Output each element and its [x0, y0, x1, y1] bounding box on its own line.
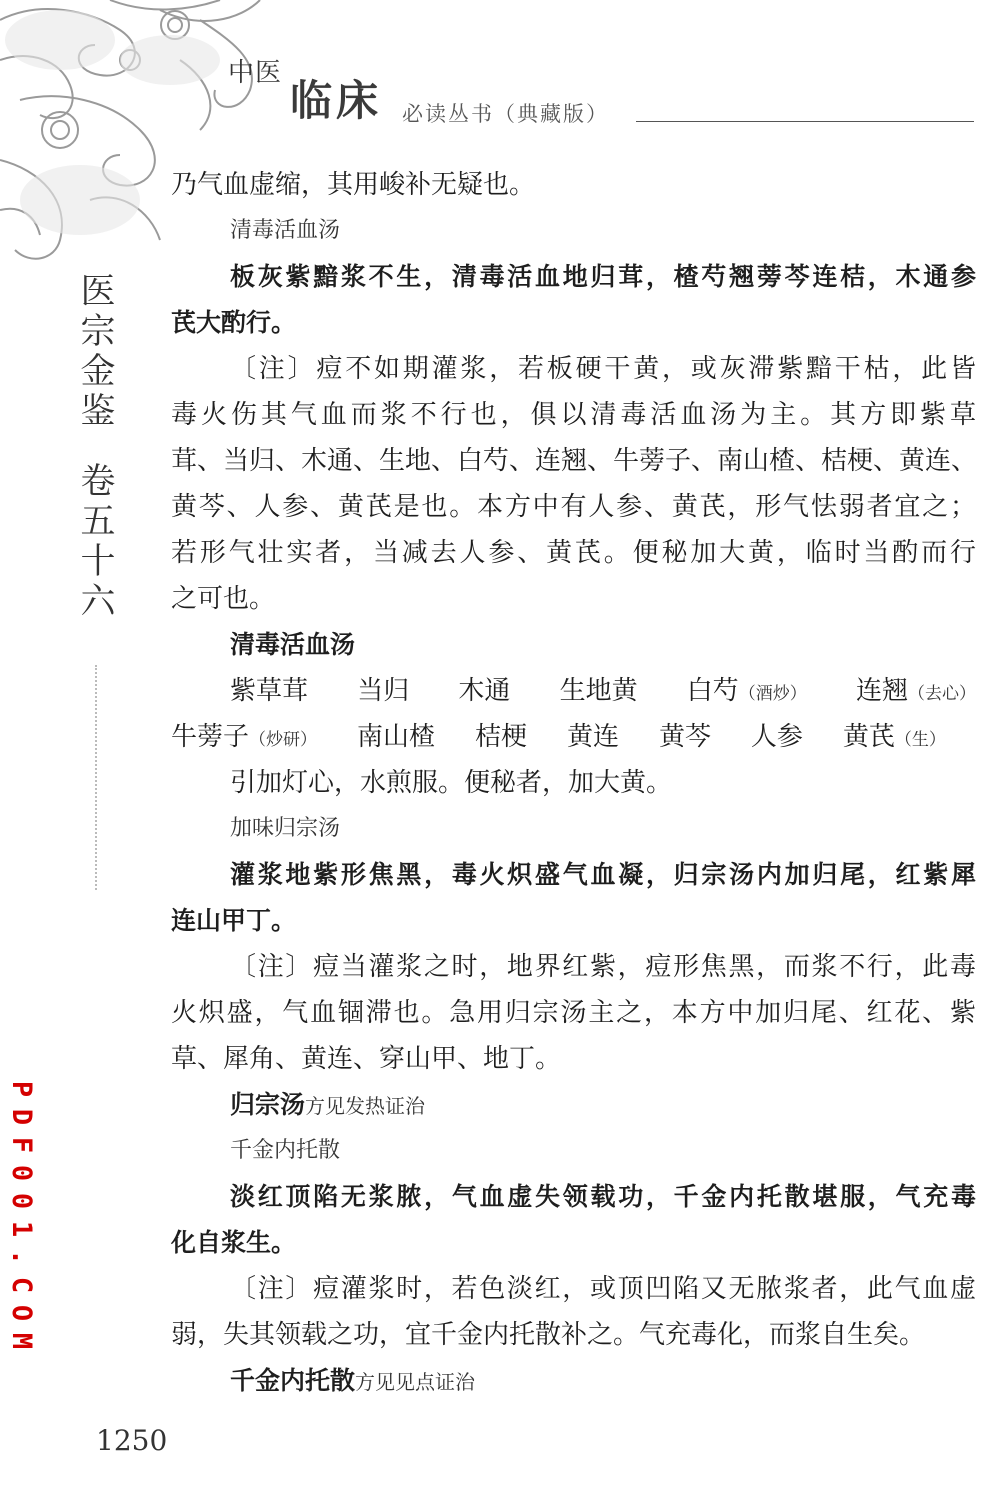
series-main-title: 临床	[290, 76, 383, 125]
text-line: 若形气壮实者，当减去人参、黄芪。便秘加大黄，临时当酌而行	[171, 538, 976, 568]
side-char: 五	[80, 502, 116, 542]
herb-item: 紫草茸	[230, 676, 309, 706]
herb-item: 黄芪（生）	[842, 722, 946, 752]
herb-item: 白芍（酒炒）	[686, 676, 807, 706]
text-line: 〔注〕痘当灌浆之时，地界红紫，痘形焦黑，而浆不行，此毒	[230, 952, 976, 982]
series-prefix: 中医	[228, 58, 283, 88]
herb-item: 当归	[357, 676, 410, 706]
side-char: 卷	[80, 462, 116, 502]
herb-item: 人参	[750, 722, 803, 752]
header-rule	[636, 121, 974, 122]
side-char: 宗	[80, 312, 116, 352]
herb-item: 生地黄	[559, 676, 638, 706]
formula-heading: 加味归宗汤	[230, 816, 341, 841]
text-line: 〔注〕痘灌浆时，若色淡红，或顶凹陷又无脓浆者，此气血虚	[230, 1274, 976, 1304]
formula-reference	[171, 1082, 976, 1128]
side-char: 金	[80, 352, 116, 392]
herb-item: 连翘（去心）	[855, 676, 976, 706]
formula-heading: 千金内托散	[230, 1138, 341, 1163]
text-line: 毒火伤其气血而浆不行也，俱以清毒活血汤为主。其方即紫草	[171, 400, 976, 430]
herb-list-row	[171, 714, 976, 760]
text-line: 〔注〕痘不如期灌浆，若板硬干黄，或灰滞紫黯干枯，此皆	[230, 354, 976, 384]
verse-line: 淡红顶陷无浆脓，气血虚失领载功，千金内托散堪服，气充毒	[230, 1182, 976, 1211]
side-char: 鉴	[80, 392, 116, 432]
verse-line: 灌浆地紫形焦黑，毒火炽盛气血凝，归宗汤内加归尾，红紫犀	[230, 860, 976, 889]
series-subtitle: 必读丛书（典藏版）	[402, 102, 609, 126]
page-number: 1250	[96, 1424, 168, 1457]
formula-heading: 清毒活血汤	[230, 218, 341, 243]
side-dotted-rule	[95, 665, 97, 890]
side-char: 十	[80, 542, 116, 582]
reference-note: 方见见点证治	[355, 1370, 476, 1394]
herb-list-row	[171, 668, 976, 714]
herb-item: 木通	[458, 676, 511, 706]
formula-title: 归宗汤	[230, 1090, 306, 1119]
page-body	[171, 162, 976, 1404]
verse-line: 芪大酌行。	[171, 308, 297, 337]
verse-line: 化自浆生。	[171, 1228, 297, 1257]
text-line: 弱，失其领载之功，宜千金内托散补之。气充毒化，而浆自生矣。	[171, 1320, 926, 1350]
side-book-title	[76, 272, 120, 622]
watermark: P D F 0 0 1 . C O M	[6, 1080, 37, 1350]
verse-line: 板灰紫黯浆不生，清毒活血地归茸，楂芍翘蒡芩连桔，木通参	[230, 262, 976, 291]
text-line: 火炽盛，气血锢滞也。急用归宗汤主之，本方中加归尾、红花、紫	[171, 998, 976, 1028]
herb-item: 南山楂	[356, 722, 435, 752]
herb-item: 黄芩	[658, 722, 711, 752]
formula-reference	[171, 1358, 976, 1404]
text-line: 乃气血虚缩，其用峻补无疑也。	[171, 170, 536, 200]
herb-item: 牛蒡子（炒研）	[171, 722, 318, 752]
text-line: 草、犀角、黄连、穿山甲、地丁。	[171, 1044, 562, 1074]
text-line: 茸、当归、木通、生地、白芍、连翘、牛蒡子、南山楂、桔梗、黄连、	[171, 446, 978, 476]
reference-note: 方见发热证治	[305, 1094, 426, 1118]
herb-item: 桔梗	[474, 722, 527, 752]
text-line: 之可也。	[171, 584, 276, 614]
side-char: 六	[80, 582, 116, 622]
formula-title: 清毒活血汤	[230, 630, 356, 659]
side-char: 医	[80, 272, 116, 312]
text-line: 黄芩、人参、黄芪是也。本方中有人参、黄芪，形气怯弱者宜之；	[171, 492, 976, 522]
text-line: 引加灯心，水煎服。便秘者，加大黄。	[230, 768, 673, 798]
side-gap	[76, 432, 120, 462]
verse-line: 连山甲丁。	[171, 906, 297, 935]
formula-title: 千金内托散	[230, 1366, 356, 1395]
herb-item: 黄连	[566, 722, 619, 752]
